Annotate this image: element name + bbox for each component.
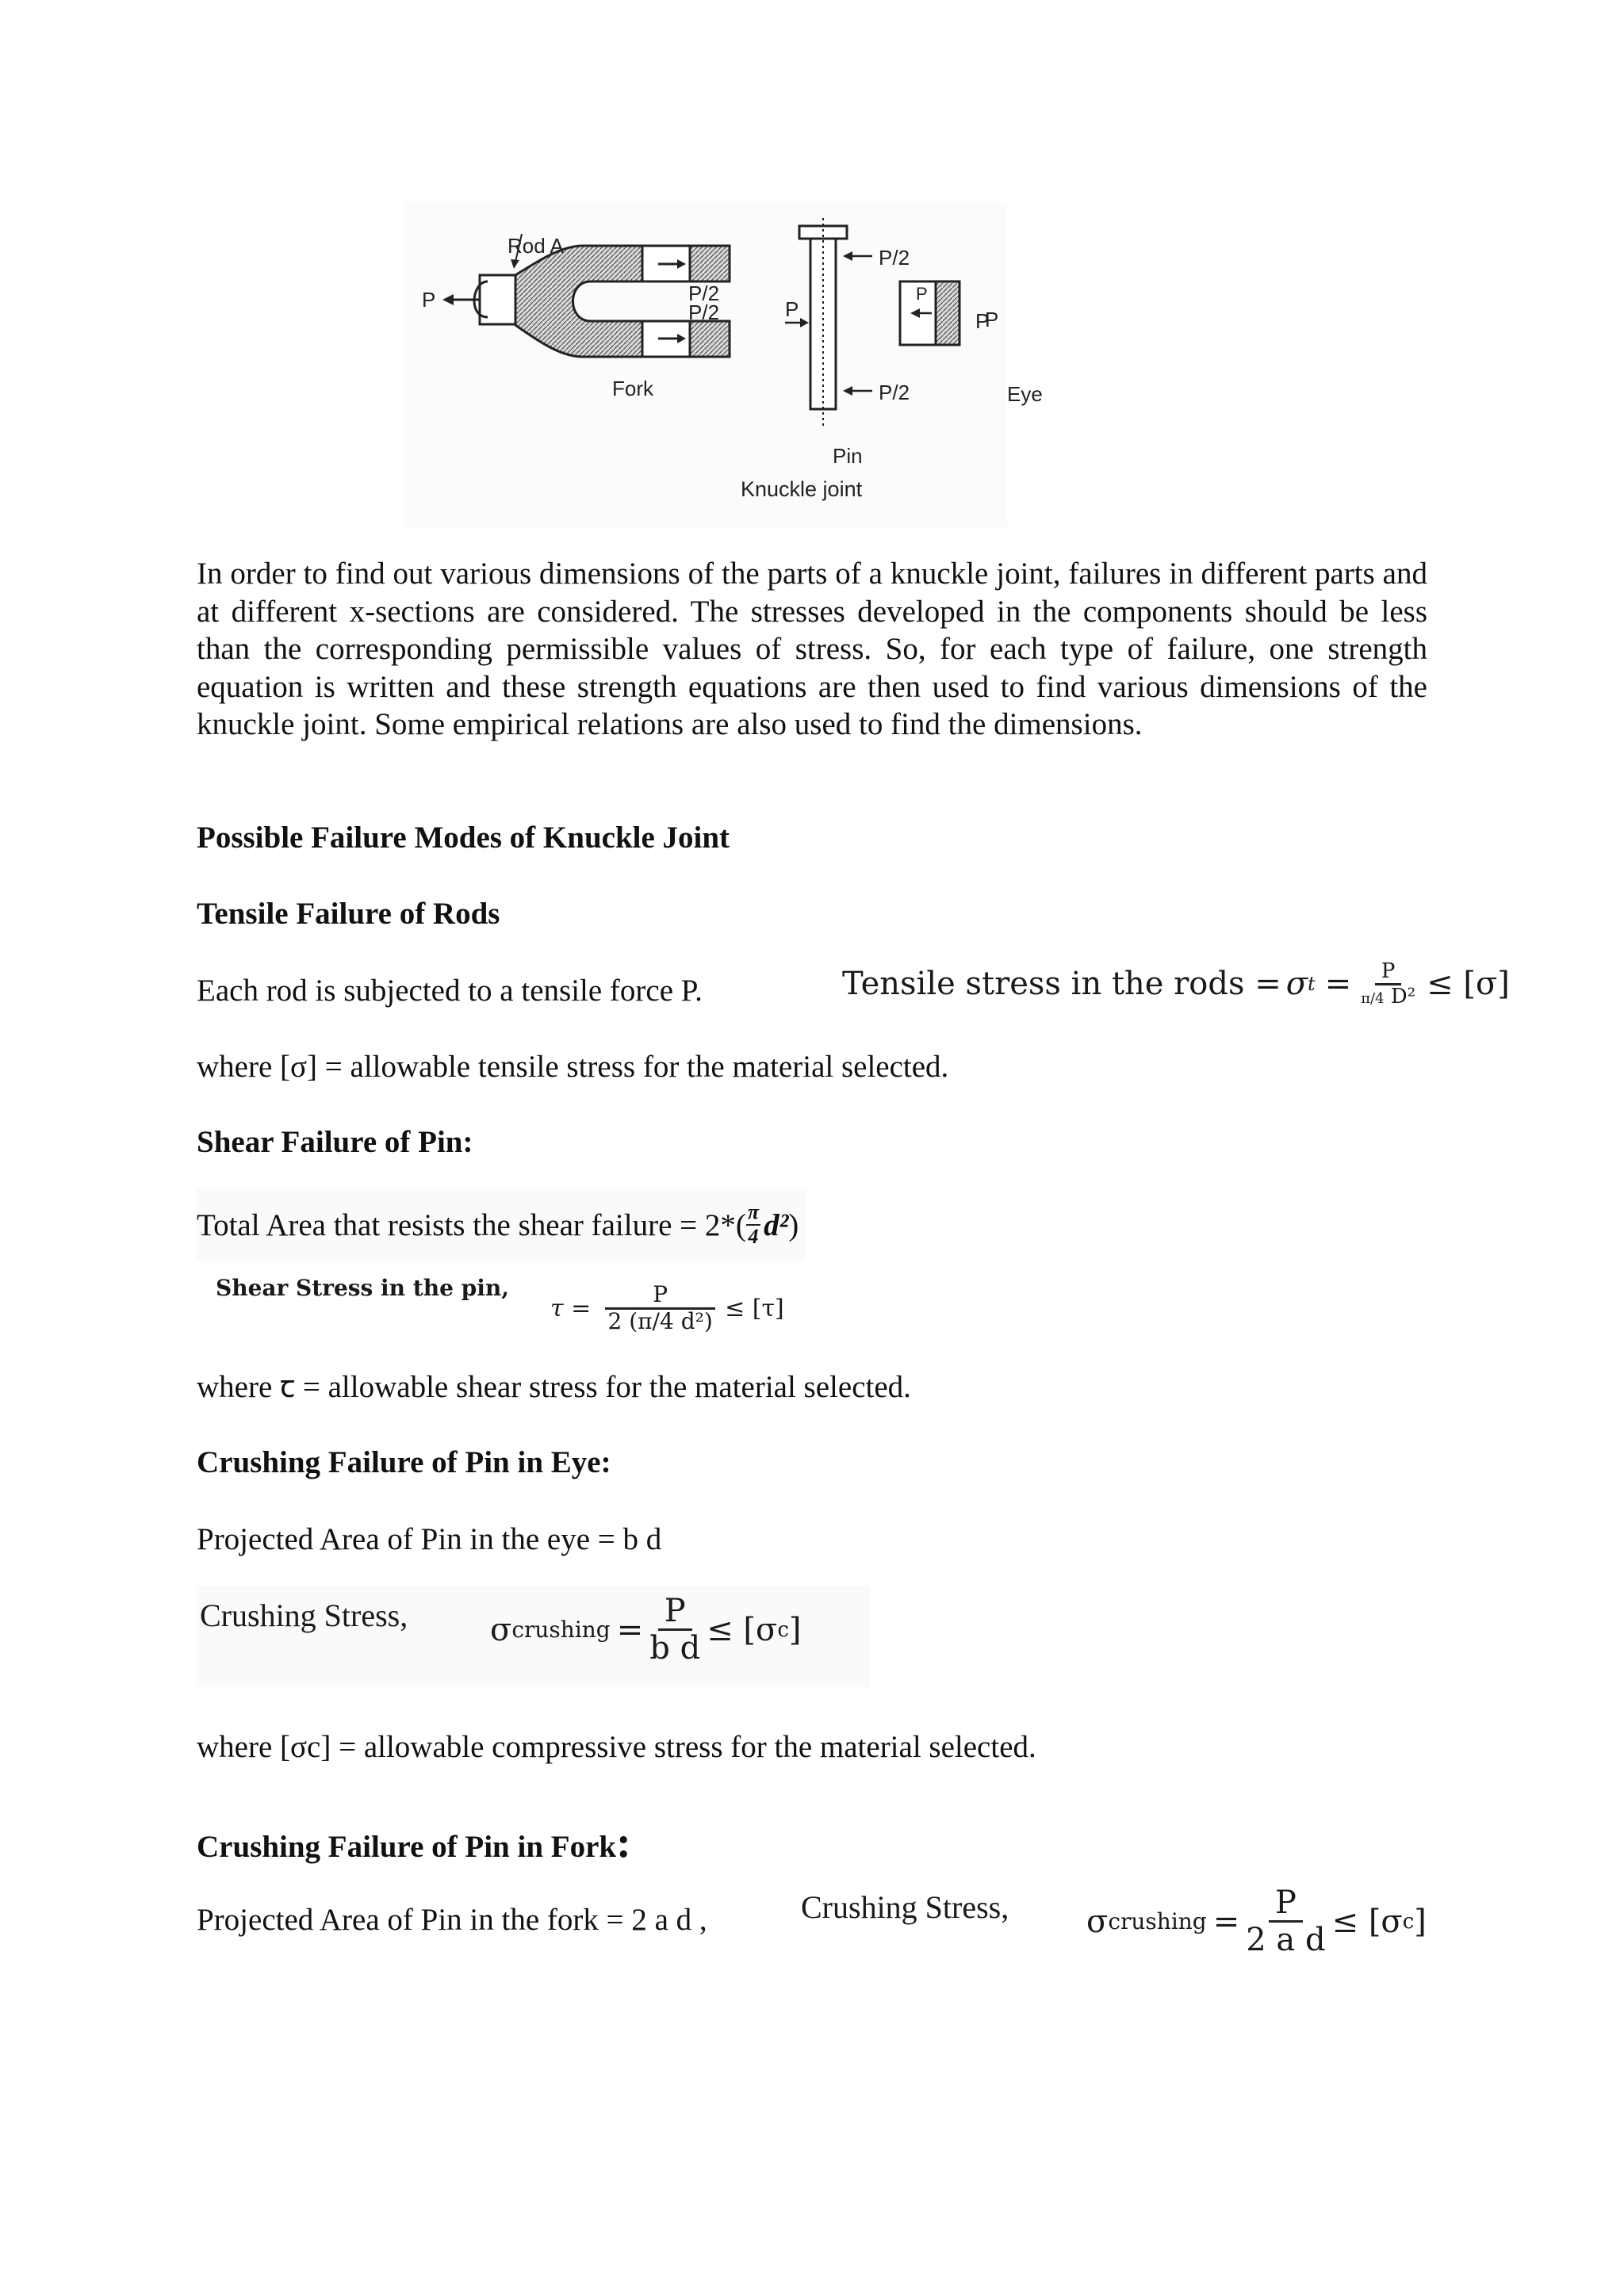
pin-part (785, 218, 872, 428)
crush-eye-eq-rhs-sub: c (777, 1617, 789, 1642)
crush-eye-eq-label: Crushing Stress, (200, 1598, 408, 1633)
shear-area-pi: π (746, 1201, 760, 1226)
crush-eye-fraction (649, 1594, 700, 1666)
tensile-equation: Tensile stress in the rods = σ t = $\frac{P}{\text{π/4 D²}}$ ≤ [σ] (842, 959, 1510, 1008)
label-p2-pin-top: P/2 (879, 246, 910, 270)
shear-area-fraction (746, 1201, 760, 1248)
crush-fork-eq-sub: crushing (1108, 1908, 1207, 1934)
intro-paragraph: In order to find out various dimensions of the parts of a knuckle joint, failures in different parts and at different x-sections are considered. The stresses developed in the components should be less than the corresponding permissible values of stress. So, for each type of failure, one strength equation is written and these strength equations are then used to find various dimensions of the knuckle joint. Some empirical relations are also used to find the dimensions. (197, 557, 1427, 741)
crush-eye-eq-sub: crushing (511, 1617, 611, 1643)
shear-denominator: 2 (π/4 d²) (607, 1307, 713, 1334)
fork-part (442, 234, 730, 357)
shear-numerator: P (605, 1283, 715, 1310)
crush-fork-heading-colon: : (616, 1818, 631, 1867)
label-p-pin: P (785, 297, 799, 321)
shear-equation (216, 1269, 784, 1348)
label-eye: Eye (1007, 382, 1043, 406)
shear-eq-lhs: τ = (550, 1294, 592, 1322)
label-p2-fork-top: P/2 (688, 281, 720, 305)
crush-fork-equation: Crushing Stress, σ crushing = $\frac{P}{\text{2 a d}}$ ≤ [σ c ] (801, 1885, 1427, 1958)
crush-fork-eq-rhs-sub: c (1402, 1909, 1415, 1934)
crush-fork-eq-label: Crushing Stress, (801, 1889, 1009, 1925)
tensile-heading: Tensile Failure of Rods (197, 897, 500, 931)
shear-area-four: 4 (748, 1225, 759, 1248)
label-pin: Pin (833, 444, 863, 468)
shear-area-close: ) (788, 1207, 799, 1242)
shear-area-line (197, 1189, 806, 1261)
label-fork: Fork (612, 377, 653, 400)
crush-fork-area-text: Projected Area of Pin in the fork = 2 a d , (197, 1903, 707, 1937)
crush-eye-heading: Crushing Failure of Pin in Eye: (197, 1445, 611, 1479)
eye-part (900, 281, 959, 345)
tensile-text: Each rod is subjected to a tensile force P. (197, 974, 703, 1008)
tensile-where: where [σ] = allowable tensile stress for the material selected. (197, 1050, 949, 1084)
crush-eye-equation: Crushing Stress, σ crushing = $\frac{P}{\text{b d}}$ ≤ [σ c ] (197, 1586, 871, 1687)
label-p2-fork-bottom: P/2 (688, 300, 720, 324)
label-rod-a: Rod A (508, 234, 564, 258)
crush-fork-heading-line (197, 1817, 631, 1868)
tensile-numerator: P (1375, 960, 1402, 985)
crush-fork-fraction (1246, 1885, 1325, 1957)
tensile-eq-label: Tensile stress in the rods = (842, 966, 1281, 1002)
shear-fraction (605, 1280, 715, 1334)
shear-area-d: d² (764, 1207, 789, 1242)
shear-eq-rhs: ≤ [τ] (725, 1294, 784, 1322)
knuckle-joint-figure (404, 202, 1007, 527)
tensile-eq-sub: t (1308, 973, 1316, 995)
crush-eye-where: where [σc] = allowable compressive stress for the material selected. (197, 1730, 1036, 1764)
crush-fork-heading: Crushing Failure of Pin in Fork (197, 1830, 617, 1864)
crush-fork-eq-rhs-close: ] (1414, 1903, 1427, 1940)
label-p2-pin-bottom: P/2 (879, 381, 910, 404)
shear-heading: Shear Failure of Pin: (197, 1125, 473, 1159)
crush-eye-eq-rhs: ≤ [σ (707, 1611, 778, 1648)
tensile-eq-rhs: ≤ [σ] (1427, 966, 1510, 1002)
label-p-eye: P (975, 309, 990, 333)
shear-area-text: Total Area that resists the shear failure = 2*( (197, 1207, 746, 1242)
crush-eye-numerator: P (658, 1594, 692, 1631)
crush-eye-eq-rhs-close: ] (788, 1611, 802, 1648)
tensile-fraction (1361, 960, 1415, 1008)
crush-eye-area-text: Projected Area of Pin in the eye = b d (197, 1522, 662, 1556)
label-eye-p: P (916, 284, 928, 304)
label-p-right: P (985, 308, 999, 331)
tensile-den-coef: π/4 (1361, 989, 1385, 1007)
figure-caption: Knuckle joint (741, 477, 863, 501)
knuckle-joint-drawing (404, 202, 1007, 527)
section-title: Possible Failure Modes of Knuckle Joint (197, 821, 730, 855)
crush-eye-denominator: b d (649, 1630, 701, 1667)
tensile-denominator: D² (1390, 984, 1416, 1008)
label-p-left: P (422, 288, 436, 312)
shear-where: where ꞇ = allowable shear stress for the material selected. (197, 1370, 911, 1404)
shear-eq-label: Shear Stress in the pin, (216, 1275, 509, 1301)
crush-eye-eq-sigma: σ (490, 1611, 512, 1648)
crush-fork-numerator: P (1269, 1885, 1303, 1923)
crush-fork-denominator: 2 a d (1246, 1922, 1326, 1958)
crush-fork-eq-sigma: σ (1086, 1903, 1109, 1940)
crush-fork-eq-rhs: ≤ [σ (1331, 1903, 1403, 1940)
tensile-eq-sigma: σ (1285, 966, 1308, 1002)
